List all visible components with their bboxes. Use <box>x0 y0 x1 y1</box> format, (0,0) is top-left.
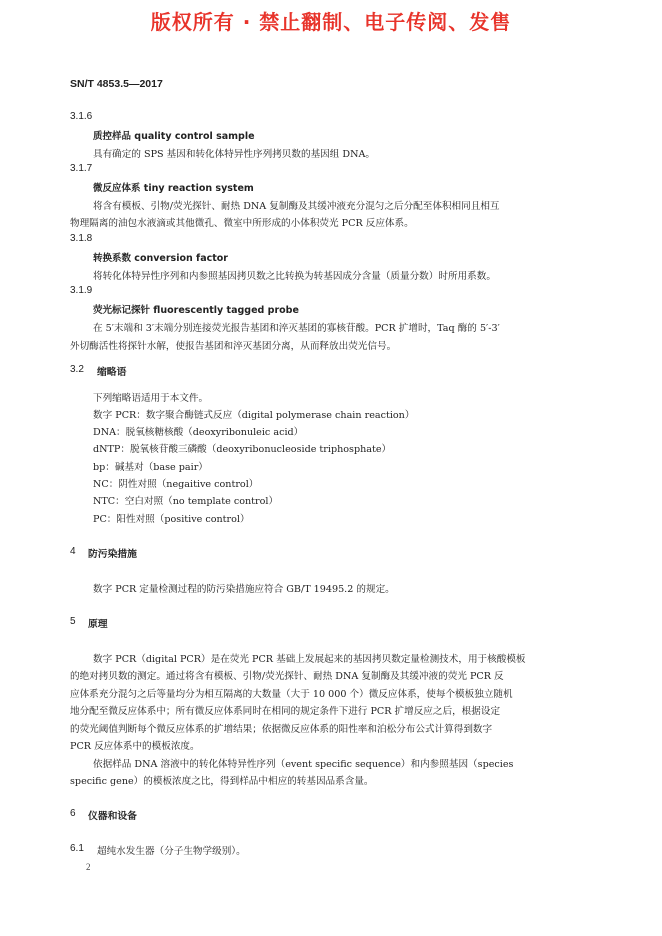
section-number: 3.2 <box>70 364 84 375</box>
abbreviation-line: 数字 PCR：数字聚合酶链式反应（digital polymerase chain reaction） <box>93 410 415 421</box>
term-number: 3.1.7 <box>70 163 93 174</box>
standard-number: SN/T 4853.5—2017 <box>70 78 163 90</box>
section-paragraph: 数字 PCR（digital PCR）是在荧光 PCR 基础上发展起来的基因拷贝数定量检测技术，用于核酸模板 <box>93 654 526 665</box>
term-definition: 物理隔离的油包水液滴或其他微孔、微室中所形成的小体积荧光 PCR 反应体系。 <box>70 218 414 229</box>
abbreviation-line: bp：碱基对（base pair） <box>93 462 208 473</box>
term-definition: 在 5′末端和 3′末端分别连接荧光报告基团和淬灭基团的寡核苷酸。PCR 扩增时，Taq 酶的 5′-3′ <box>93 323 500 334</box>
section-paragraph: 数字 PCR 定量检测过程的防污染措施应符合 GB/T 19495.2 的规定。 <box>93 584 395 595</box>
term-heading: 微反应体系 tiny reaction system <box>93 183 254 194</box>
page-number: 2 <box>86 862 91 872</box>
term-number: 3.1.9 <box>70 285 93 296</box>
section-title: 缩略语 <box>97 367 127 378</box>
section-number: 6 <box>70 808 76 819</box>
section-title: 防污染措施 <box>88 549 137 560</box>
abbreviation-line: PC：阳性对照（positive control） <box>93 514 250 525</box>
term-heading: 质控样品 quality control sample <box>93 131 255 142</box>
abbreviation-line: NTC：空白对照（no template control） <box>93 496 279 507</box>
section-title: 仪器和设备 <box>88 811 137 822</box>
subsection-number: 6.1 <box>70 843 84 854</box>
term-definition: 将含有模板、引物/荧光探针、耐热 DNA 复制酶及其缓冲液充分混匀之后分配至体积相同且相互 <box>93 201 500 212</box>
section-paragraph: specific gene）的模板浓度之比，得到样品中相应的转基因品系含量。 <box>70 776 374 787</box>
term-definition: 外切酶活性将探针水解，使报告基团和淬灭基团分离，从而释放出荧光信号。 <box>70 341 397 352</box>
term-number: 3.1.8 <box>70 233 93 244</box>
section-paragraph: 应体系充分混匀之后等量均分为相互隔离的大数量（大于 10 000 个）微反应体系，使每个模板独立随机 <box>70 689 513 700</box>
abbreviation-line: dNTP：脱氧核苷酸三磷酸（deoxyribonucleoside triphosphate） <box>93 444 392 455</box>
watermark: 版权所有 · 禁止翻制、电子传阅、发售 <box>150 10 512 34</box>
section-paragraph: 的绝对拷贝数的测定。通过将含有模板、引物/荧光探针、耐热 DNA 复制酶及其缓冲液的荧光 PCR 反 <box>70 671 504 682</box>
term-heading: 荧光标记探针 fluorescently tagged probe <box>93 305 299 316</box>
term-definition: 具有确定的 SPS 基因和转化体特异性序列拷贝数的基因组 DNA。 <box>93 149 376 160</box>
subsection-text: 超纯水发生器（分子生物学级别）。 <box>97 846 246 857</box>
section-paragraph: 的荧光阈值判断每个微反应体系的扩增结果；依据微反应体系的阳性率和泊松分布公式计算得到数字 <box>70 724 493 735</box>
abbreviation-line: 下列缩略语适用于本文件。 <box>93 393 209 404</box>
term-definition: 将转化体特异性序列和内参照基因拷贝数之比转换为转基因成分含量（质量分数）时所用系数。 <box>93 271 496 282</box>
section-title: 原理 <box>88 619 108 630</box>
section-number: 4 <box>70 546 76 557</box>
term-number: 3.1.6 <box>70 111 93 122</box>
section-paragraph: PCR 反应体系中的模板浓度。 <box>70 741 200 752</box>
section-number: 5 <box>70 616 76 627</box>
term-heading: 转换系数 conversion factor <box>93 253 228 264</box>
section-paragraph: 地分配至微反应体系中；所有微反应体系同时在相同的规定条件下进行 PCR 扩增反应之后，根据设定 <box>70 706 501 717</box>
abbreviation-line: DNA：脱氧核糖核酸（deoxyribonuleic acid） <box>93 427 304 438</box>
section-paragraph: 依据样品 DNA 溶液中的转化体特异性序列（event specific sequence）和内参照基因（species <box>93 759 514 770</box>
abbreviation-line: NC：阴性对照（negaitive control） <box>93 479 259 490</box>
